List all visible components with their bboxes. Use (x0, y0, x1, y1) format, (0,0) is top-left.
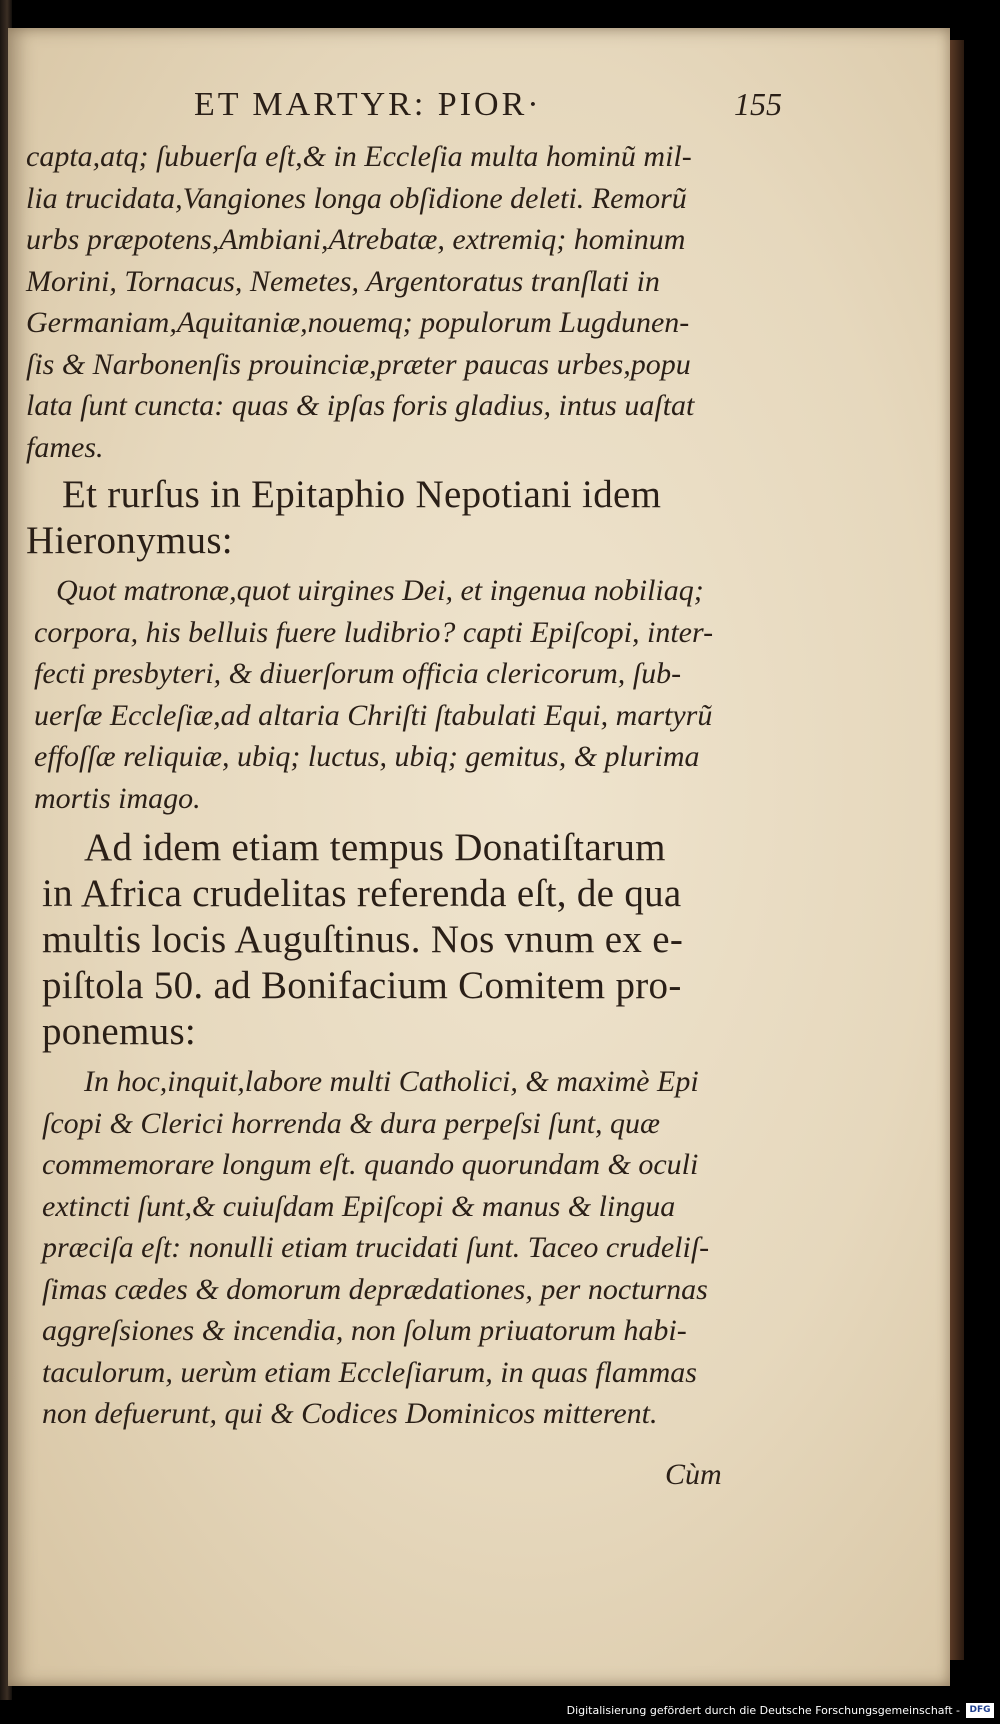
text-line: extincti ſunt,& cuiuſdam Epiſcopi & manus & lingua (42, 1189, 676, 1223)
catchword: Cùm (665, 1458, 722, 1491)
page-text (26, 80, 906, 1435)
text-line: lia trucidata,Vangiones longa obſidione deleti. Remorũ (26, 181, 687, 215)
quotation-augustine (26, 1061, 906, 1435)
text-line: ponemus: (42, 1010, 197, 1053)
text-line: aggreſsiones & incendia, non ſolum priuatorum habi- (42, 1314, 687, 1347)
text-line: In hoc,inquit,labore multi Catholici, & maximè Epi (84, 1065, 699, 1098)
text-line: ſimas cædes & domorum deprædationes, per nocturnas (42, 1272, 708, 1306)
text-line: fecti presbyteri, & diuerſorum officia clericorum, ſub- (34, 657, 682, 690)
text-line: Ad idem etiam tempus Donatiſtarum (84, 826, 666, 869)
paragraph-donatists (26, 825, 906, 1055)
text-line: Morini, Tornacus, Nemetes, Argentoratus tranſlati in (26, 264, 660, 298)
text-line: præciſa eſt: nonulli etiam trucidati ſunt. Taceo crudeliſ- (42, 1231, 710, 1264)
text-line: lata ſunt cuncta: quas & ipſas foris gladius, intus uaſtat (26, 389, 695, 422)
text-line: capta,atq; ſubuerſa eſt,& in Eccleſia multa hominũ mil- (26, 140, 692, 173)
text-line: commemorare longum eſt. quando quorundam & oculi (42, 1148, 699, 1181)
funding-credit: Digitalisierung gefördert durch die Deutsche Forschungsgemeinschaft - (566, 1704, 960, 1717)
text-line: effoſſæ reliquiæ, ubiq; luctus, ubiq; gemitus, & plurima (34, 740, 700, 773)
text-line: corpora, his belluis fuere ludibrio? capti Epiſcopi, inter- (34, 615, 714, 649)
paragraph-epitaph (26, 472, 906, 564)
text-line: Germaniam,Aquitaniæ,nouemq; populorum Lugdunen- (26, 306, 690, 339)
text-line: Hieronymus: (26, 519, 233, 562)
page-header (26, 80, 906, 136)
digitization-footer (0, 1700, 1000, 1724)
text-line: ſcopi & Clerici horrenda & dura perpeſsi ſunt, quæ (42, 1106, 661, 1140)
text-line: ſis & Narbonenſis prouinciæ,præter paucas urbes,popu (26, 347, 691, 381)
running-head: ET MARTYR: PIOR· (194, 86, 542, 123)
quotation-jerome-2 (26, 570, 906, 819)
dfg-logo-icon: DFG (966, 1703, 994, 1718)
text-line: non defuerunt, qui & Codices Dominicos mitterent. (42, 1397, 658, 1430)
text-line: taculorum, uerùm etiam Eccleſiarum, in quas flammas (42, 1355, 697, 1389)
text-line: urbs præpotens,Ambiani,Atrebatæ, extremiq; hominum (26, 223, 686, 256)
text-line: mortis imago. (34, 781, 201, 815)
text-line: Quot matronæ,quot uirgines Dei, et ingenua nobiliaq; (56, 574, 704, 607)
quotation-jerome-1 (26, 136, 906, 468)
page-number: 155 (734, 86, 782, 122)
text-line: multis locis Auguſtinus. Nos vnum ex e- (42, 918, 684, 961)
text-line: fames. (26, 430, 104, 464)
text-line: Et rurſus in Epitaphio Nepotiani idem (62, 473, 662, 516)
text-line: piſtola 50. ad Bonifacium Comitem pro- (42, 964, 682, 1007)
text-line: in Africa crudelitas referenda eſt, de qua (42, 872, 682, 915)
text-line: uerſæ Eccleſiæ,ad altaria Chriſti ſtabulati Equi, martyrũ (34, 698, 713, 732)
page-edge (950, 40, 964, 1660)
